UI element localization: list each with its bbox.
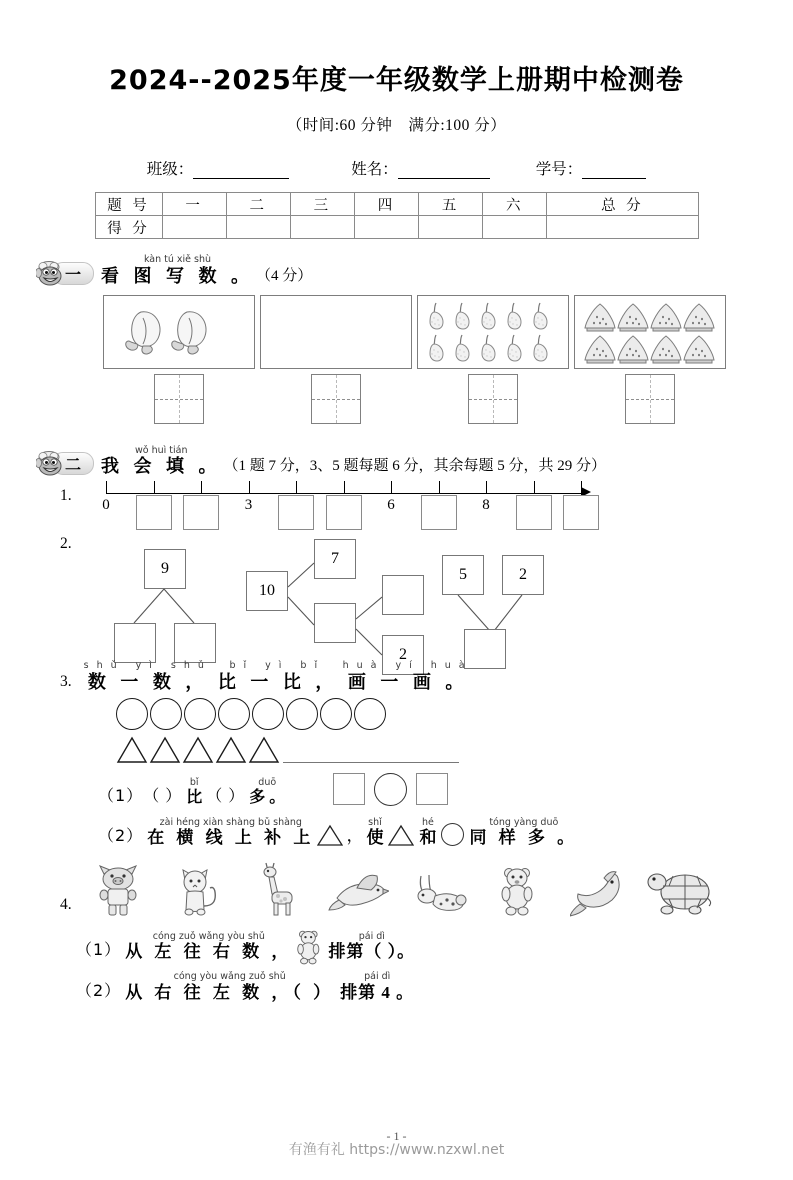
- animal-bear: [478, 860, 558, 918]
- bear-icon: [294, 928, 324, 966]
- triangle-shape: [182, 736, 214, 764]
- question-2-1-numberline: [60, 481, 793, 533]
- numberline-axis: [106, 493, 582, 494]
- numberline-tick: [581, 481, 582, 493]
- numberline-label: 3: [244, 497, 253, 513]
- turtle-icon: [643, 866, 713, 918]
- circle-shape: [354, 698, 386, 730]
- answer-box-wrapper: [260, 374, 412, 424]
- score-row-head-question: 题 号: [95, 193, 162, 216]
- sub1-blank-a[interactable]: （ ）: [143, 787, 183, 805]
- numberline-tick: [249, 481, 250, 493]
- numberline-tick: [296, 481, 297, 493]
- sub2-shi-pinyin: shǐ: [368, 816, 382, 828]
- picture-cell-pears: [417, 295, 569, 424]
- picture-cell-empty: [260, 295, 412, 424]
- numberline-tick: [201, 481, 202, 493]
- sheep-mascot-icon: [36, 258, 80, 288]
- numberline-answer-box[interactable]: [516, 495, 552, 530]
- picture-box: [260, 295, 412, 369]
- question-2-4-sub2: [76, 972, 793, 1001]
- numberline-tick: [154, 481, 155, 493]
- sub1-bi-pinyin: bǐ: [189, 777, 199, 788]
- score-col-2: 二: [226, 193, 290, 216]
- triangle-row: [116, 736, 793, 764]
- score-table-wrapper: [0, 192, 793, 239]
- score-col-5: 五: [419, 193, 483, 216]
- section-two-header: [38, 446, 793, 476]
- score-table: [95, 192, 699, 239]
- picture-cell-watermelons: [574, 295, 726, 424]
- rabbit-icon: [407, 870, 469, 918]
- circle-row: [116, 698, 793, 730]
- circle-shape: [286, 698, 318, 730]
- section-one: [0, 255, 793, 424]
- triangle-shape: [149, 736, 181, 764]
- sub1-number: （1）: [98, 785, 144, 805]
- triangle-shape: [116, 736, 148, 764]
- numberline-tick: [439, 481, 440, 493]
- question-number: 3.: [60, 672, 72, 690]
- sub1-duo-pinyin: duō: [258, 777, 277, 788]
- numberline-tick: [486, 481, 487, 493]
- exam-page: [0, 58, 793, 1180]
- picture-cell-peaches: [103, 295, 255, 424]
- score-cell[interactable]: [354, 216, 418, 239]
- section-two-points: （1 题 7 分，3、5 题每题 6 分，其余每题 5 分，共 29 分）: [223, 458, 607, 474]
- mini-square-left[interactable]: [333, 773, 365, 805]
- section-one-title: [101, 255, 254, 285]
- class-label: 班级：: [146, 160, 194, 178]
- id-field[interactable]: [536, 157, 647, 179]
- section-one-pinyin: kàn tú xiě shù: [143, 254, 212, 265]
- id-input-line[interactable]: [582, 163, 646, 179]
- tree2-root: 10: [246, 571, 288, 611]
- numberline-label: 0: [102, 497, 110, 513]
- question-number: 1.: [60, 487, 72, 504]
- class-input-line[interactable]: [193, 163, 289, 179]
- name-input-line[interactable]: [398, 163, 490, 179]
- animal-turtle: [638, 860, 718, 918]
- question-number: 2.: [60, 535, 72, 552]
- picture-count-row: [103, 295, 793, 424]
- sheep-mascot-icon: [36, 448, 80, 478]
- question-2-3: [60, 661, 793, 846]
- q4-sub2-text[interactable]: 从 右 往 左 数 ，（ ）: [125, 982, 335, 1002]
- section-two-title: [101, 446, 222, 476]
- score-col-1: 一: [162, 193, 226, 216]
- score-cell[interactable]: [226, 216, 290, 239]
- numberline-tick: [106, 481, 107, 493]
- circle-shape: [218, 698, 250, 730]
- sub2-comma: ，: [346, 826, 365, 845]
- numberline-label: 8: [482, 497, 490, 513]
- numberline-tick: [391, 481, 392, 493]
- section-one-text: 看 图 写 数 。: [101, 265, 254, 286]
- section-two-text: 我 会 填 。: [101, 456, 222, 476]
- mini-square-right[interactable]: [416, 773, 448, 805]
- sub1-blank-b[interactable]: （ ）: [206, 787, 246, 805]
- q4-sub1-pinyin: cóng zuǒ wǎng yòu shǔ: [152, 930, 265, 942]
- q4-sub2-text-b: 排第 4 。: [340, 982, 415, 1002]
- sub2-number: （2）: [76, 980, 122, 1000]
- sub2-he: [419, 818, 436, 847]
- q4-sub2-part-b: [340, 972, 414, 1001]
- q4-sub1-text: 从 左 往 右 数 ，: [125, 942, 293, 961]
- answer-box-wrapper: [103, 374, 255, 424]
- animal-row: [60, 860, 793, 918]
- section-one-header: [38, 255, 793, 285]
- animal-rabbit: [398, 860, 478, 918]
- tree2-upper: 7: [314, 539, 356, 579]
- animal-pig: [78, 860, 158, 918]
- section-two-pinyin: wǒ huì tián: [134, 444, 188, 456]
- q3-text: 数 一 数 ， 比 一 比 ， 画 一 画 。: [87, 671, 469, 692]
- circle-shape: [150, 698, 182, 730]
- sub1-duo-text: 多 。: [249, 788, 286, 806]
- tree3-left: 5: [442, 555, 484, 595]
- q3-title: [84, 661, 473, 691]
- score-col-3: 三: [290, 193, 354, 216]
- numberline-answer-box[interactable]: [563, 495, 599, 530]
- tree1-left-blank[interactable]: [114, 623, 156, 663]
- triangle-icon: [388, 824, 414, 846]
- tree3-right: 2: [502, 555, 544, 595]
- question-2-4-sub1: [76, 928, 793, 960]
- score-cell[interactable]: [290, 216, 354, 239]
- score-col-total: 总 分: [547, 193, 698, 216]
- sub2-tong: [469, 818, 578, 847]
- question-2-3-header: [60, 661, 793, 691]
- numberline-tick: [344, 481, 345, 493]
- section-two: [0, 446, 793, 1001]
- sub2-pinyin-a: zài héng xiàn shàng bǔ shàng: [159, 816, 302, 828]
- student-info-row: [0, 157, 793, 179]
- numberline-answer-box[interactable]: [326, 495, 362, 530]
- numberline-answer-box[interactable]: [278, 495, 314, 530]
- id-label: 学号：: [535, 160, 583, 178]
- answer-box-wrapper: [417, 374, 569, 424]
- picture-box: [417, 295, 569, 369]
- sub2-number: （2）: [98, 826, 144, 845]
- animal-giraffe: [238, 860, 318, 918]
- mini-shape-group: [333, 773, 448, 806]
- section-one-points: （4 分）: [256, 267, 313, 284]
- circle-shape: [184, 698, 216, 730]
- score-cell[interactable]: [162, 216, 226, 239]
- watermelon-icon: [584, 300, 716, 364]
- table-row: [95, 193, 698, 216]
- answer-box-tianzige[interactable]: [625, 374, 675, 424]
- sub2-shi-text: 使: [366, 828, 384, 847]
- question-2-4: [38, 860, 793, 1001]
- tree2-lower-lower: 2: [382, 635, 424, 675]
- triangle-icon: [317, 824, 343, 846]
- answer-box-tianzige[interactable]: [468, 374, 518, 424]
- score-cell[interactable]: [483, 216, 547, 239]
- sub1-bi: [186, 778, 202, 806]
- bird-icon: [327, 870, 389, 918]
- numberline-answer-box[interactable]: [183, 495, 219, 530]
- circle-shape: [116, 698, 148, 730]
- giraffe-icon: [256, 862, 300, 918]
- animal-dolphin: [558, 860, 638, 918]
- page-number: - 1 -: [386, 1129, 407, 1143]
- numberline-answer-box[interactable]: [136, 495, 172, 530]
- circle-icon: [441, 823, 464, 846]
- sub1-duo: [249, 778, 285, 806]
- name-label: 姓名：: [351, 160, 398, 178]
- tree1-top: 9: [144, 549, 186, 589]
- triangle-shape: [215, 736, 247, 764]
- animal-cat: [158, 860, 238, 918]
- name-field[interactable]: [351, 157, 490, 179]
- numberline-label: 6: [387, 497, 395, 513]
- tree1-right-blank[interactable]: [174, 623, 216, 663]
- circle-shape: [252, 698, 284, 730]
- class-field[interactable]: [147, 157, 290, 179]
- dolphin-icon: [570, 868, 626, 918]
- question-2-2-decomposition: [60, 535, 793, 663]
- sub1-bi-text: 比: [186, 788, 203, 806]
- section-one-badge: 一: [52, 262, 94, 285]
- watermark: 有渔有礼 https://www.nzxwl.net: [288, 1142, 505, 1158]
- q4-sub1-pinyin-pai: pái dì: [358, 930, 385, 942]
- numberline-answer-box[interactable]: [421, 495, 457, 530]
- numberline-tick: [534, 481, 535, 493]
- q4-sub2-pinyin: cóng yòu wǎng zuǒ shǔ: [173, 971, 286, 982]
- question-number: 4.: [60, 896, 72, 913]
- sub1-number: （1）: [76, 940, 122, 959]
- answer-box-tianzige[interactable]: [154, 374, 204, 424]
- peach-icon: [123, 304, 235, 360]
- q4-sub2-pinyin-pai: pái dì: [364, 971, 391, 982]
- page-title: 2024--2025年度一年级数学上册期中检测卷: [109, 65, 684, 96]
- draw-answer-line[interactable]: [283, 736, 459, 763]
- circle-shape: [320, 698, 352, 730]
- triangle-shape: [248, 736, 280, 764]
- pear-icon: [423, 299, 563, 365]
- table-row: [95, 216, 698, 239]
- score-row-head-points: 得 分: [95, 216, 162, 239]
- q3-pinyin: shǔ yì shǔ bǐ yì bǐ huà yí huà: [83, 660, 473, 671]
- bear-icon: [498, 864, 538, 918]
- picture-box: [103, 295, 255, 369]
- exam-subtitle: （时间:60 分钟 满分:100 分）: [286, 117, 507, 134]
- sub2-tong-pinyin: tóng yàng duō: [489, 816, 559, 828]
- sub2-text-a: 在 横 线 上 补 上: [147, 828, 315, 847]
- tree1-connectors: [120, 587, 210, 627]
- score-cell[interactable]: [547, 216, 698, 239]
- sub2-part-a: [147, 818, 314, 847]
- cat-icon: [173, 866, 223, 918]
- answer-box-tianzige[interactable]: [311, 374, 361, 424]
- pig-icon: [92, 864, 144, 918]
- score-col-6: 六: [483, 193, 547, 216]
- tree2-connectors: [246, 539, 426, 675]
- sub2-he-pinyin: hé: [422, 816, 434, 828]
- q4-sub2-part: [125, 972, 334, 1001]
- question-2-3-sub2: [98, 818, 793, 847]
- q4-sub1-part-b: [328, 932, 415, 961]
- picture-box: [574, 295, 726, 369]
- answer-box-wrapper: [574, 374, 726, 424]
- q4-sub1-blank[interactable]: 排第（ ）。: [328, 942, 416, 961]
- sub2-tong-text: 同 样 多 。: [469, 828, 579, 847]
- question-2-3-sub1: [98, 773, 793, 806]
- score-col-4: 四: [354, 193, 418, 216]
- section-two-badge: 二: [52, 452, 94, 475]
- sub2-he-text: 和: [419, 828, 437, 847]
- animal-bird: [318, 860, 398, 918]
- q4-sub1-part: [125, 932, 292, 961]
- mini-circle: [374, 773, 407, 806]
- sub2-shi: [366, 818, 383, 847]
- score-cell[interactable]: [419, 216, 483, 239]
